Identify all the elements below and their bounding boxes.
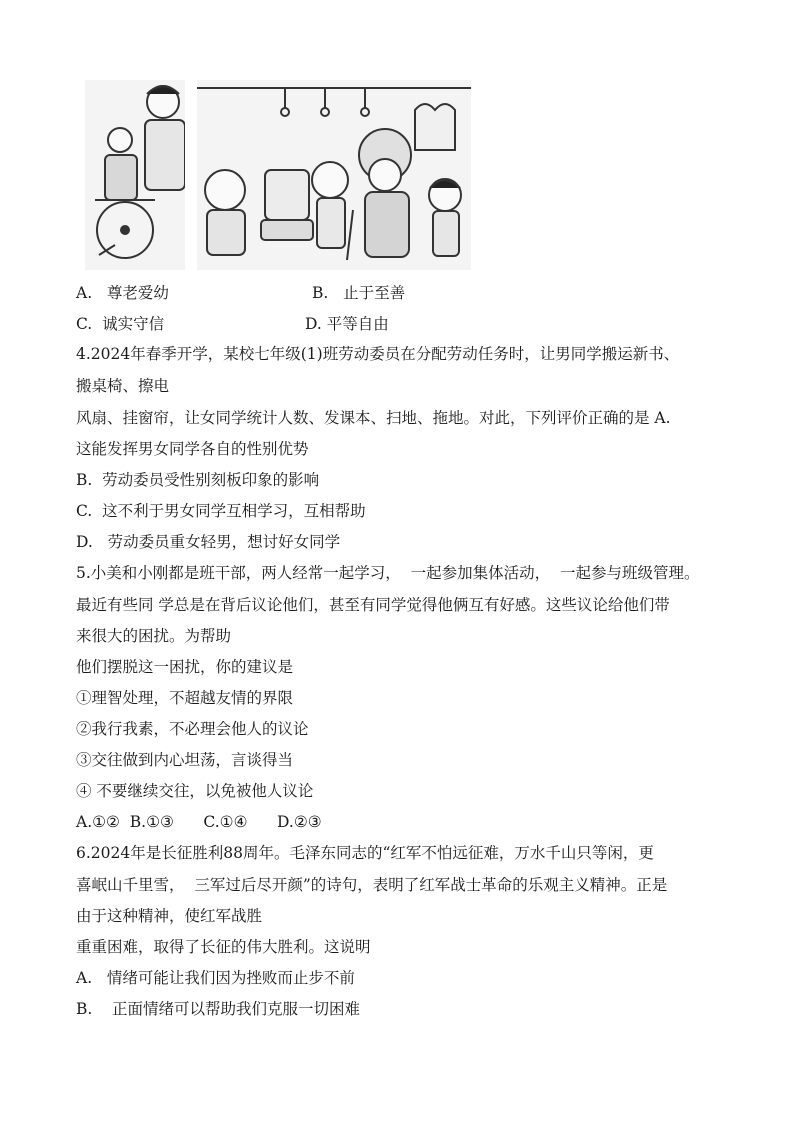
- q4-option-d: D. 劳动委员重女轻男，想讨好女同学: [76, 533, 341, 551]
- q4-stem-line-3: 风扇、挂窗帘，让女同学统计人数、发课本、扫地、拖地。对此，下列评价正确的是 A.: [76, 409, 671, 427]
- q6-stem-line-4: 重重困难，取得了长征的伟大胜利。这说明: [76, 938, 371, 956]
- q5-stem-line-3: 来很大的困扰。为帮助: [76, 627, 232, 645]
- q6-option-a: A. 情绪可能让我们因为挫败而止步不前: [76, 969, 355, 987]
- q5-statement-4: ④ 不要继续交往，以免被他人议论: [76, 782, 314, 800]
- q3-option-c: C. 诚实守信: [76, 315, 165, 333]
- q4-option-a-text: 这能发挥男女同学各自的性别优势: [76, 440, 309, 458]
- q5-statement-3: ③交往做到内心坦荡，言谈得当: [76, 751, 294, 769]
- q6-stem-line-1: 6.2024年是长征胜利88周年。毛泽东同志的“红军不怕远征难，万水千山只等闲，更: [76, 844, 654, 862]
- q5-statement-1: ①理智处理，不超越友情的界限: [76, 689, 294, 707]
- q5-stem-line-4: 他们摆脱这一困扰，你的建议是: [76, 658, 294, 676]
- question-illustration: [85, 80, 471, 270]
- q4-stem-line-1: 4.2024年春季开学，某校七年级(1)班劳动委员在分配劳动任务时，让男同学搬运新书、: [76, 345, 680, 363]
- q5-statement-2: ②我行我素，不必理会他人的议论: [76, 720, 309, 738]
- q6-option-b: B. 正面情绪可以帮助我们克服一切困难: [76, 1000, 361, 1018]
- q4-option-b: B. 劳动委员受性别刻板印象的影响: [76, 471, 320, 489]
- q6-stem-line-3: 由于这种精神，使红军战胜: [76, 907, 263, 925]
- q3-option-a: A. 尊老爱幼: [76, 284, 169, 302]
- q4-stem-line-2: 搬桌椅、擦电: [76, 377, 170, 395]
- q4-option-c: C. 这不利于男女同学互相学习，互相帮助: [76, 502, 366, 520]
- q3-option-d: D. 平等自由: [305, 315, 389, 333]
- q5-options: A.①② B.①③ C.①④ D.②③: [76, 813, 322, 831]
- q6-stem-line-2: 喜岷山千里雪， 三军过后尽开颜”的诗句，表明了红军战士革命的乐观主义精神。正是: [76, 876, 668, 894]
- q5-stem-line-2: 最近有些同 学总是在背后议论他们，甚至有同学觉得他俩互有好感。这些议论给他们带: [76, 596, 670, 614]
- q3-option-b: B. 止于至善: [312, 284, 406, 302]
- q5-stem-line-1: 5.小美和小刚都是班干部，两人经常一起学习， 一起参加集体活动， 一起参与班级管理。: [76, 564, 700, 582]
